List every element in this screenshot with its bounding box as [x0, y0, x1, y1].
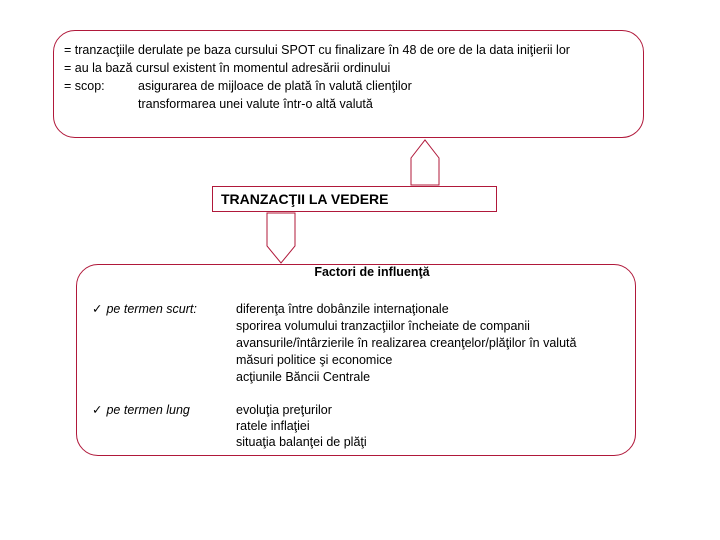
up-arrow-icon: [410, 138, 440, 186]
definition-line-1: = tranzacţiile derulate pe baza cursului SPOT cu finalizare în 48 de ore de la data iniţierii lor: [64, 43, 570, 57]
long-term-item-2: ratele inflaţiei: [236, 419, 310, 433]
down-arrow-icon: [266, 212, 296, 264]
short-term-item-5: acţiunile Băncii Centrale: [236, 370, 371, 384]
short-term-label: [92, 301, 197, 316]
factors-title: Factori de influenţă: [314, 265, 430, 279]
short-term-item-1: diferenţa între dobânzile internaţionale: [236, 302, 449, 316]
check-icon: ✓: [92, 403, 103, 417]
short-term-item-3: avansurile/întârzierile în realizarea creanţelor/plăţilor în valută: [236, 336, 577, 350]
scope-item-2: transformarea unei valute într-o altă valută: [138, 97, 373, 111]
scope-label: = scop:: [64, 79, 105, 93]
long-term-item-3: situaţia balanţei de plăţi: [236, 435, 367, 449]
long-term-label: [92, 402, 190, 417]
short-term-text: pe termen scurt:: [106, 302, 197, 316]
long-term-item-1: evoluţia preţurilor: [236, 403, 332, 417]
long-term-text: pe termen lung: [106, 403, 190, 417]
definition-line-2: = au la bază cursul existent în momentul adresării ordinului: [64, 61, 391, 75]
check-icon: ✓: [92, 302, 103, 316]
center-title-box: TRANZACŢII LA VEDERE: [212, 186, 497, 212]
short-term-item-2: sporirea volumului tranzacţiilor încheiate de companii: [236, 319, 530, 333]
scope-item-1: asigurarea de mijloace de plată în valută clienţilor: [138, 79, 412, 93]
short-term-item-4: măsuri politice şi economice: [236, 353, 393, 367]
